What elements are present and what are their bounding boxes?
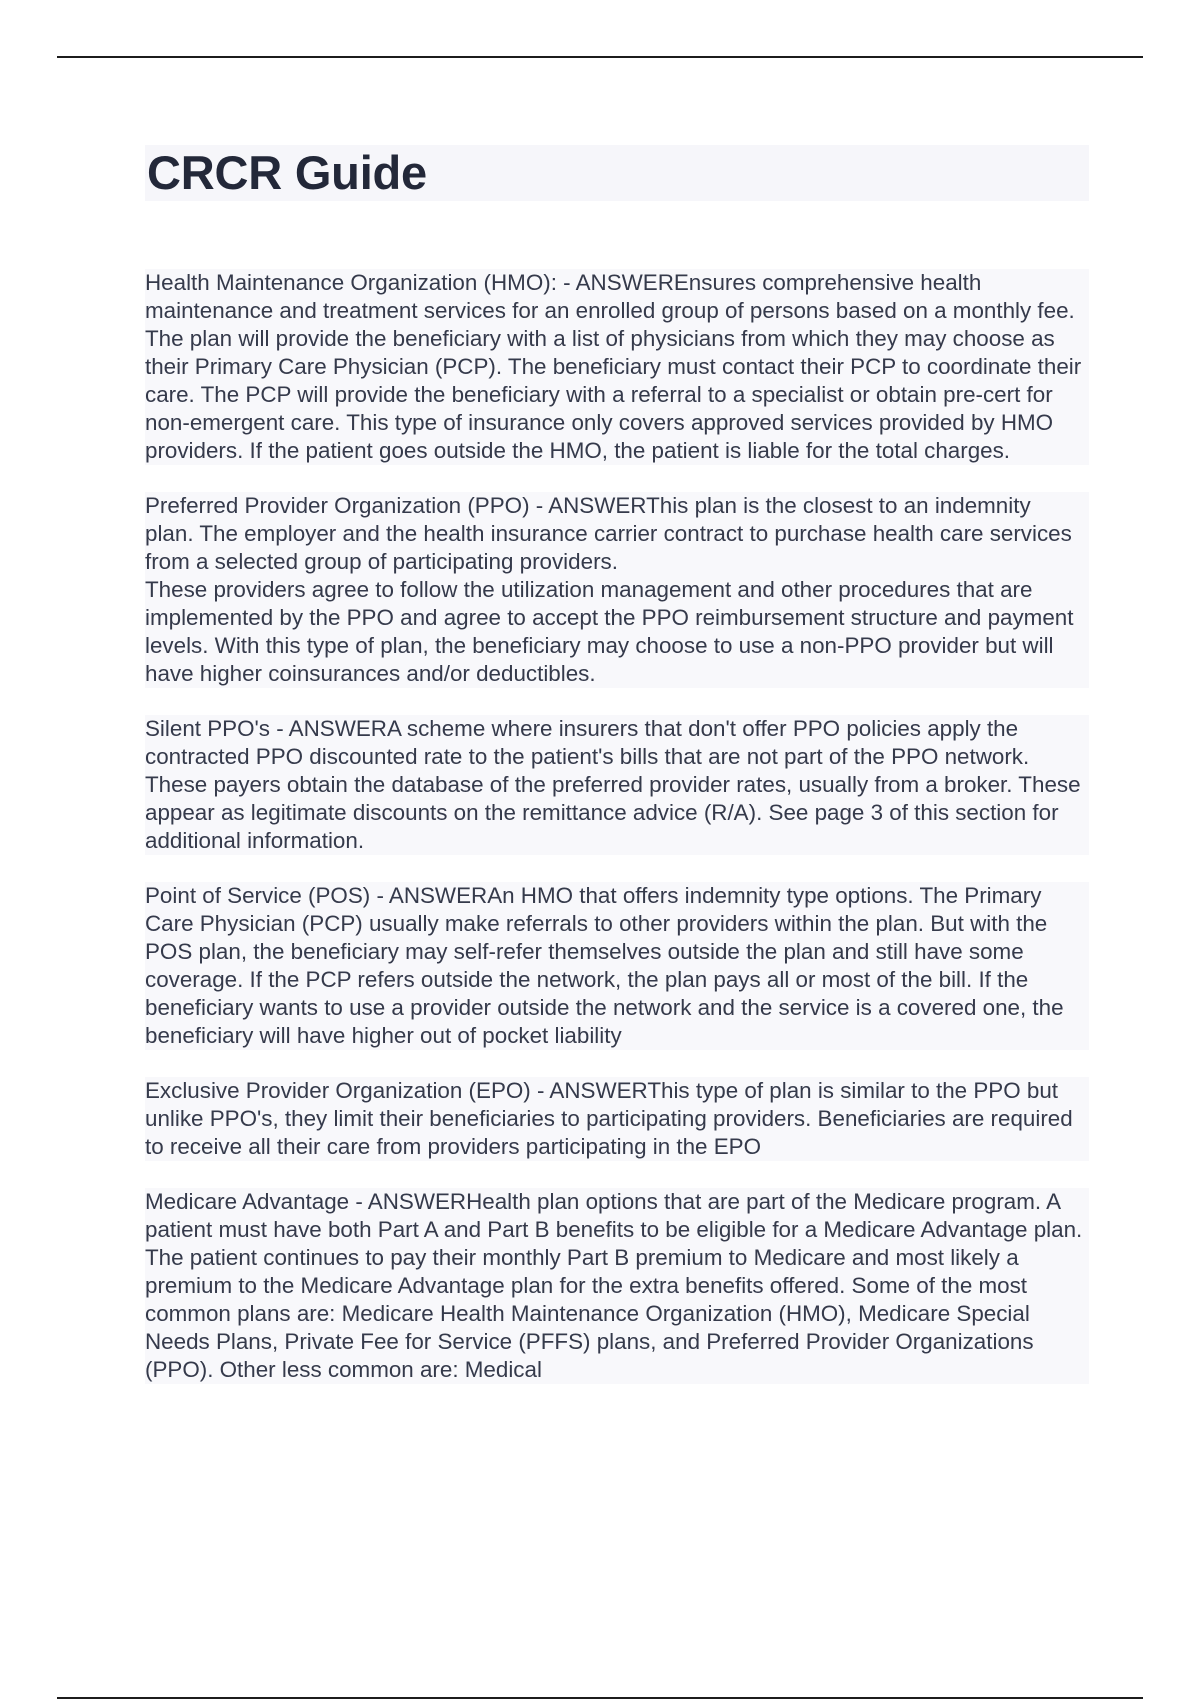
entry-definition: This type of plan is similar to the PPO but unlike PPO's, they limit their beneficiaries to participating providers. Beneficiaries are required to receive all their care from providers participating in the EPO xyxy=(145,1078,1073,1159)
entry-definition: An HMO that offers indemnity type options. The Primary Care Physician (PCP) usually make referrals to other providers within the plan. But with the POS plan, the beneficiary may self-refer themselves outside the plan and still have some coverage. If the PCP refers outside the network, the plan pays all or most of the bill. If the beneficiary wants to use a provider outside the network and the service is a covered one, the beneficiary will have higher out of pocket liability xyxy=(145,883,1064,1048)
entry-definition-continued: These providers agree to follow the utilization management and other procedures that are implemented by the PPO and agree to accept the PPO reimbursement structure and payment levels. With this type of plan, the beneficiary may choose to use a non-PPO provider but will have higher coinsurances and/or deductibles. xyxy=(145,577,1074,686)
entry-separator: - ANSWER xyxy=(270,716,387,741)
entry-definition: Ensures comprehensive health maintenance and treatment services for an enrolled group of persons based on a monthly fee. The plan will provide the beneficiary with a list of physicians from which they may choose as their Primary Care Physician (PCP). The beneficiary must contact their PCP to coordinate their care. The PCP will provide the beneficiary with a referral to a specialist or obtain pre-cert for non-emergent care. This type of insurance only covers approved services provided by HMO providers. If the patient goes outside the HMO, the patient is liable for the total charges. xyxy=(145,270,1082,463)
entry-separator: - ANSWER xyxy=(530,1078,648,1103)
entry-term: Exclusive Provider Organization (EPO) xyxy=(145,1078,531,1103)
entry-list xyxy=(145,269,1089,1384)
entry-term: Silent PPO's xyxy=(145,716,270,741)
top-rule xyxy=(57,56,1143,58)
entry-definition: This plan is the closest to an indemnity plan. The employer and the health insurance carrier contract to purchase health care services from a selected group of participating providers. xyxy=(145,493,1072,574)
entry-separator: - ANSWER xyxy=(529,493,647,518)
entry-separator: - ANSWER xyxy=(349,1189,467,1214)
entry-term: Health Maintenance Organization (HMO): xyxy=(145,270,557,295)
title-bar xyxy=(145,145,1089,201)
entry-medicare-advantage xyxy=(145,1188,1089,1384)
entry-term: Point of Service (POS) xyxy=(145,883,371,908)
bottom-rule xyxy=(57,1697,1143,1699)
page-content xyxy=(145,145,1089,1411)
entry-separator: - ANSWER xyxy=(556,270,674,295)
entry-silent-ppo xyxy=(145,715,1089,855)
document-title: CRCR Guide xyxy=(147,146,428,199)
entry-term: Preferred Provider Organization (PPO) xyxy=(145,493,530,518)
entry-pos xyxy=(145,882,1089,1050)
entry-definition: Health plan options that are part of the Medicare program. A patient must have both Part A and Part B benefits to be eligible for a Medicare Advantage plan. The patient continues to pay their monthly Part B premium to Medicare and most likely a premium to the Medicare Advantage plan for the extra benefits offered. Some of the most common plans are: Medicare Health Maintenance Organization (HMO), Medicare Special Needs Plans, Private Fee for Service (PFFS) plans, and Preferred Provider Organizations (PPO). Other less common are: Medical xyxy=(145,1189,1083,1382)
entry-term: Medicare Advantage xyxy=(145,1189,350,1214)
entry-epo xyxy=(145,1077,1089,1161)
entry-separator: - ANSWER xyxy=(370,883,488,908)
entry-ppo xyxy=(145,492,1089,688)
entry-definition: A scheme where insurers that don't offer PPO policies apply the contracted PPO discounted rate to the patient's bills that are not part of the PPO network. These payers obtain the database of the preferred provider rates, usually from a broker. These appear as legitimate discounts on the remittance advice (R/A). See page 3 of this section for additional information. xyxy=(145,716,1081,853)
entry-hmo xyxy=(145,269,1089,465)
